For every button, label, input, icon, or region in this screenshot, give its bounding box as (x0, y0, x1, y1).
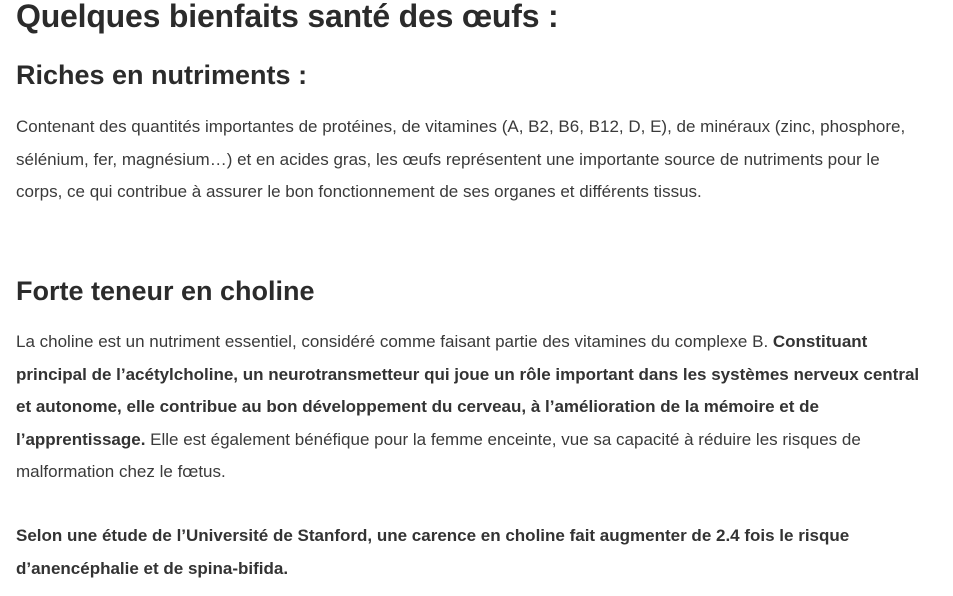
section-title-choline: Forte teneur en choline (16, 276, 315, 306)
stanford-study-paragraph (16, 520, 921, 585)
section-title-nutrients: Riches en nutriments : (16, 60, 308, 90)
choline-paragraph (16, 326, 921, 489)
page-title: Quelques bienfaits santé des œufs : (16, 0, 559, 34)
choline-rest-text: Elle est également bénéfique pour la femme enceinte, vue sa capacité à réduire les risques de malformation chez le fœtus. (16, 429, 861, 481)
choline-bold-text: Constituant principal de l’acétylcholine, un neurotransmetteur qui joue un rôle important dans les systèmes nerveux central et autonome, elle contribue au bon développement du cerveau, à l’amélioration de la mémoire et de l’apprentissage. (16, 332, 920, 449)
stanford-study-text: Selon une étude de l’Université de Stanford, une carence en choline fait augmenter de 2.4 fois le risque d’anencéphalie et de spina-bifida. (16, 526, 850, 578)
choline-intro-text: La choline est un nutriment essentiel, considéré comme faisant partie des vitamines du complexe B. (16, 332, 773, 351)
nutrients-paragraph: Contenant des quantités importantes de protéines, de vitamines (A, B2, B6, B12, D, E), de minéraux (zinc, phosphore, sélénium, fer, magnésium…) et en acides gras, les œufs représentent une importante source de nutriments pour le corps, ce qui contribue à assurer le bon fonctionnement de ses organes et différents tissus. (16, 117, 906, 201)
